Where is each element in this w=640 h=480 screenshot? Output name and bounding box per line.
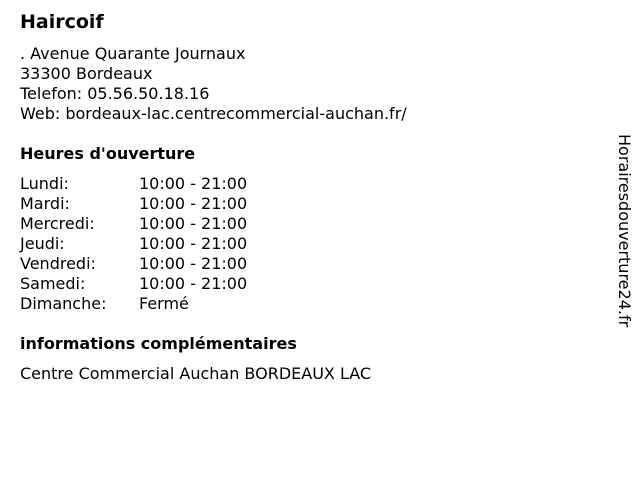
business-name: Haircoif <box>20 11 104 33</box>
web-line: Web: bordeaux-lac.centrecommercial-auchan.fr/ <box>20 104 407 123</box>
hours-row-saturday <box>20 274 340 294</box>
phone-line: Telefon: 05.56.50.18.16 <box>20 84 210 103</box>
city-line: 33300 Bordeaux <box>20 64 153 83</box>
day-label: Samedi: <box>20 274 86 293</box>
hours-row-wednesday <box>20 214 340 234</box>
hours-value: 10:00 - 21:00 <box>139 214 248 233</box>
additional-info-text: Centre Commercial Auchan BORDEAUX LAC <box>20 364 372 383</box>
day-label: Lundi: <box>20 174 69 193</box>
hours-value: 10:00 - 21:00 <box>139 274 248 293</box>
contact-info <box>20 44 407 124</box>
address-line: . Avenue Quarante Journaux <box>20 44 246 63</box>
watermark <box>614 134 634 374</box>
day-label: Vendredi: <box>20 254 96 273</box>
hours-value: 10:00 - 21:00 <box>139 174 248 193</box>
hours-value: 10:00 - 21:00 <box>139 254 248 273</box>
hours-value: 10:00 - 21:00 <box>139 234 248 253</box>
hours-row-tuesday <box>20 194 340 214</box>
additional-info-heading: informations complémentaires <box>20 334 297 353</box>
opening-hours-table <box>20 174 340 314</box>
day-label: Dimanche: <box>20 294 107 313</box>
day-label: Jeudi: <box>20 234 65 253</box>
opening-hours-heading: Heures d'ouverture <box>20 144 196 163</box>
hours-value: 10:00 - 21:00 <box>139 194 248 213</box>
watermark-text: Horairesdouverture24.fr <box>615 134 634 328</box>
hours-row-sunday <box>20 294 340 314</box>
hours-row-friday <box>20 254 340 274</box>
hours-row-monday <box>20 174 340 194</box>
hours-value: Fermé <box>139 294 189 313</box>
day-label: Mardi: <box>20 194 70 213</box>
day-label: Mercredi: <box>20 214 95 233</box>
hours-row-thursday <box>20 234 340 254</box>
